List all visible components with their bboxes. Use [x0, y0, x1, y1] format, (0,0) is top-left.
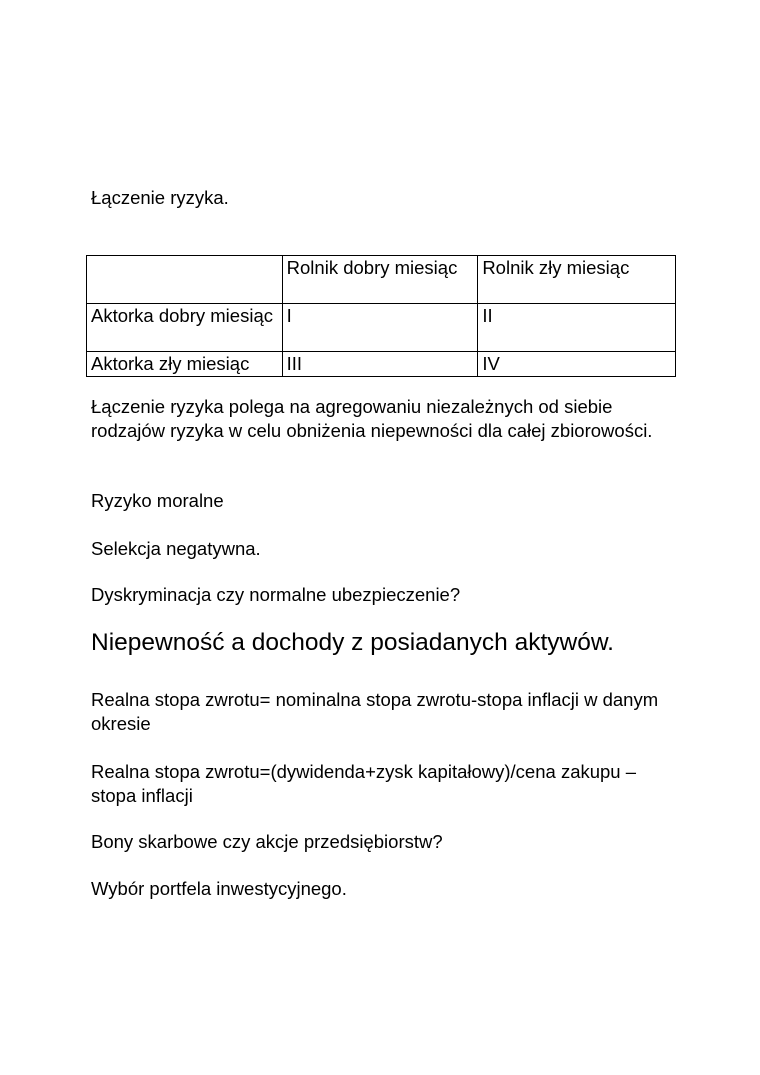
- table-cell: Aktorka dobry miesiąc: [87, 304, 283, 352]
- table-cell: Rolnik dobry miesiąc: [282, 256, 478, 304]
- table-cell: Rolnik zły miesiąc: [478, 256, 676, 304]
- paragraph-discrimination: Dyskryminacja czy normalne ubezpieczenie?: [91, 584, 461, 605]
- table-cell: Aktorka zły miesiąc: [87, 352, 283, 377]
- paragraph-real-rate-2: Realna stopa zwrotu=(dywidenda+zysk kapitałowy)/cena zakupu – stopa inflacji: [91, 761, 637, 806]
- table-cell: I: [282, 304, 478, 352]
- paragraph-portfolio: Wybór portfela inwestycyjnego.: [91, 878, 347, 899]
- risk-table: [86, 255, 676, 377]
- table-header-row: [87, 256, 676, 304]
- table-cell: IV: [478, 352, 676, 377]
- section-title: Łączenie ryzyka.: [91, 187, 229, 208]
- table-row: [87, 304, 676, 352]
- paragraph-real-rate-1: Realna stopa zwrotu= nominalna stopa zwrotu-stopa inflacji w danym okresie: [91, 689, 659, 734]
- paragraph-adverse-selection: Selekcja negatywna.: [91, 538, 261, 559]
- table-cell: II: [478, 304, 676, 352]
- section-heading: Niepewność a dochody z posiadanych aktywów.: [91, 629, 614, 656]
- paragraph-bonds-vs-stocks: Bony skarbowe czy akcje przedsiębiorstw?: [91, 831, 443, 852]
- table-cell: [87, 256, 283, 304]
- paragraph-pooling: Łączenie ryzyka polega na agregowaniu niezależnych od siebie rodzajów ryzyka w celu obniżenia niepewności dla całej zbiorowości.: [91, 396, 653, 441]
- table-row: [87, 352, 676, 377]
- paragraph-moral-hazard: Ryzyko moralne: [91, 490, 224, 511]
- table-cell: III: [282, 352, 478, 377]
